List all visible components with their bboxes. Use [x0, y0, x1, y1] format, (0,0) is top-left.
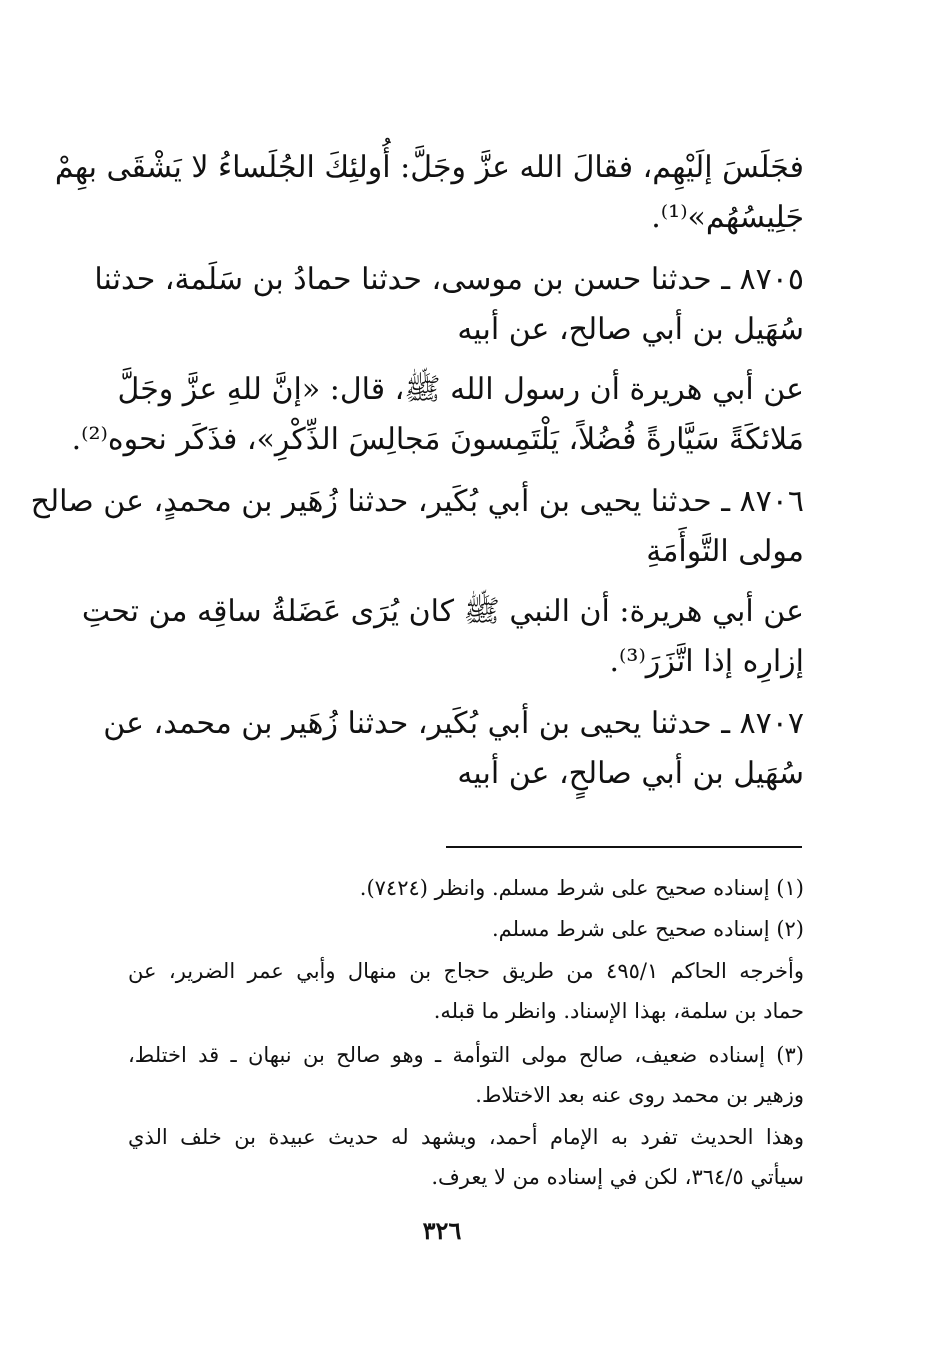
hadith-number-line: ٨٧٠٧ ـ حدثنا يحيى بن أبي بُكَير، حدثنا زُهَير بن محمد، عن: [103, 706, 804, 741]
footnote-separator: [446, 846, 802, 848]
body-line: مَلائكَةً سَيَّارةً فُضُلاً، يَلْتَمِسونَ مَجالِسَ الذِّكْرِ»، فذَكَر نحوه⁽²⁾.: [71, 422, 804, 457]
hadith-number-line: ٨٧٠٥ ـ حدثنا حسن بن موسى، حدثنا حمادُ بن سَلَمة، حدثنا: [94, 262, 804, 297]
footnote-line: وزهير بن محمد روى عنه بعد الاختلاط.: [475, 1083, 804, 1107]
body-line: عن أبي هريرة: أن النبي ﷺ كان يُرَى عَضَلةُ ساقِه من تحتِ: [81, 594, 804, 629]
footnote-line: (٣) إسناده ضعيف، صالح مولى التوأمة ـ وهو صالح بن نبهان ـ قد اختلط،: [128, 1043, 804, 1067]
footnote-line: وأخرجه الحاكم ٤٩٥/١ من طريق حجاج بن منهال وأبي عمر الضرير، عن: [128, 959, 804, 983]
body-line: إزارِه إذا اتَّزَرَ⁽³⁾.: [609, 644, 804, 679]
footnote-line: وهذا الحديث تفرد به الإمام أحمد، ويشهد له حديث عبيدة بن خلف الذي: [128, 1125, 804, 1149]
body-line: مولى التَّوأَمَةِ: [646, 534, 804, 569]
body-line: فجَلَسَ إلَيْهِم، فقالَ الله عزَّ وجَلَّ: أُولئِكَ الجُلَساءُ لا يَشْقَى بهِمْ: [54, 150, 804, 185]
body-line: عن أبي هريرة أن رسول الله ﷺ، قال: «إنَّ للهِ عزَّ وجَلَّ: [117, 372, 804, 407]
body-line: سُهَيل بن أبي صالح، عن أبيه: [457, 312, 804, 347]
footnote-line: (١) إسناده صحيح على شرط مسلم. وانظر (٧٤٢٤).: [359, 876, 804, 900]
body-line: سُهَيل بن أبي صالحٍ، عن أبيه: [457, 756, 804, 791]
page-number: ٣٢٦: [422, 1216, 462, 1245]
body-line: جَلِيسُهُم»⁽¹⁾.: [651, 200, 804, 235]
footnote-line: سيأتي ٣٦٤/٥، لكن في إسناده من لا يعرف.: [431, 1165, 804, 1189]
hadith-number-line: ٨٧٠٦ ـ حدثنا يحيى بن أبي بُكَير، حدثنا زُهَير بن محمدٍ، عن صالح: [30, 484, 804, 519]
footnote-line: حماد بن سلمة، بهذا الإسناد. وانظر ما قبله.: [433, 999, 804, 1023]
footnote-line: (٢) إسناده صحيح على شرط مسلم.: [491, 917, 804, 941]
